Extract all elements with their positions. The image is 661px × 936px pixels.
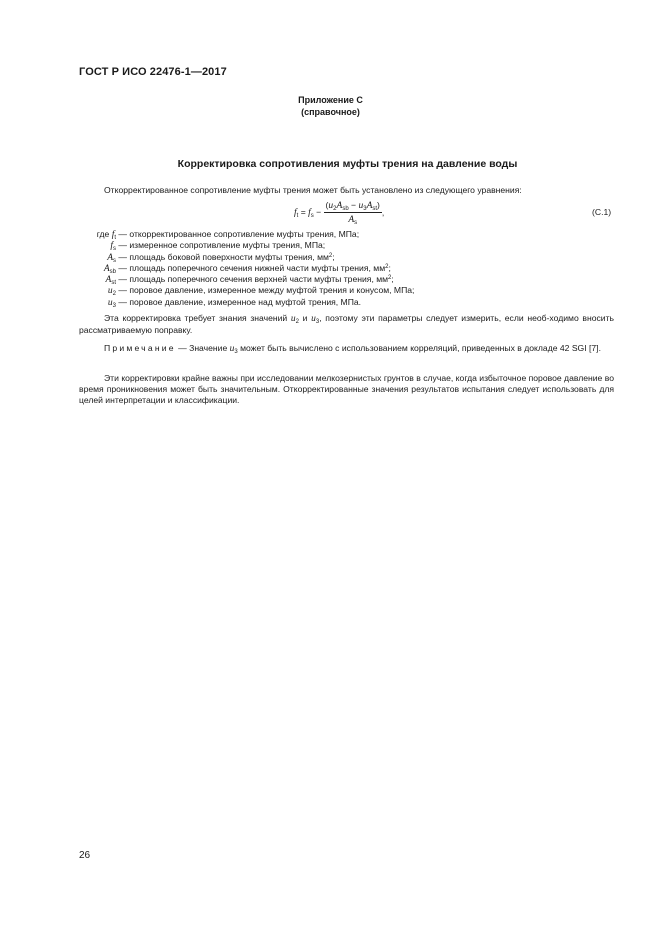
formula-symbol: u [328,201,334,211]
intro-paragraph: Откорректированное сопротивление муфты трения может быть установлено из следующего уравнения: [104,185,522,195]
note-label: Примечание [104,343,176,353]
definition-row: $A_{st}$ — площадь поперечного сечения верхней части муфты трения, $мм^2$; [79,274,619,285]
formula-operator: − [348,200,359,210]
definition-text: поровое давление, измеренное над муфтой трения, МПа. [129,296,362,307]
formula-subscript: t [296,213,299,219]
formula-paren: ) [377,200,380,210]
formula-c1 [294,200,384,225]
formula-subscript: s [310,213,314,219]
definition-text: площадь боковой поверхности муфты трения, мм [129,251,329,262]
inline-symbol: u [290,314,296,324]
definition-row: где $f_t$ — откорректированное сопротивление муфты трения, МПа; [79,229,619,240]
formula-fraction [324,200,385,226]
formula-symbol: A [348,215,355,225]
inline-symbol: u [311,314,316,324]
definition-symbol: $u_2$ [107,286,116,298]
definition-text: измеренное сопротивление муфты трения, МПа; [129,240,326,251]
appendix-kind: (справочное) [301,107,360,117]
definition-row: $u_3$ — поровое давление, измеренное над муфтой трения, МПа. [79,297,619,308]
formula-subscript: sb [342,206,349,212]
definition-symbol: $A_s$ [107,252,116,264]
formula-symbol: A [366,201,373,211]
definition-row: $f_s$ — измеренное сопротивление муфты трения, МПа; [79,240,619,251]
formula-subscript: st [372,206,378,212]
formula-paren: ( [325,200,329,210]
section-title: Корректировка сопротивления муфты трения на давление воды [177,158,518,170]
definition-text: поровое давление, измеренное между муфтой трения и конусом, МПа; [129,285,415,296]
formula-symbol: f [294,208,297,218]
formula-symbol: A [336,201,343,211]
closing-paragraph: Эти корректировки крайне важны при исследовании мелкозернистых грунтов в случае, когда избыточное поровое давление во время проникновения может быть значительным. Откорректированные значения результатов испытания следует использовать для целей интерпретации и классификации. [79,373,614,406]
page-number: 26 [79,850,91,861]
correction-paragraph: Эта корректировка требует знания значений $u_2$ и $u_3$, поэтому эти параметры следует измерить, если необ-ходимо вносить рассматриваемую поправку. [79,313,614,336]
definition-symbol: $A_{sb}$ [103,263,116,275]
definition-symbol: $A_{st}$ [105,275,116,287]
definition-row: $A_{sb}$ — площадь поперечного сечения нижней части муфты трения, $мм^2$; [79,263,619,274]
formula-symbol: f [308,208,311,218]
formula-number: (С.1) [592,207,612,217]
formula-operator: − [313,207,324,217]
formula-subscript: 3 [363,206,367,212]
definition-text: площадь поперечного сечения нижней части муфты трения, мм [129,262,386,273]
definitions-list [79,229,619,308]
inline-symbol: u [229,344,235,354]
formula-subscript: 2 [333,206,337,212]
formula-symbol: u [358,201,364,211]
document-header: ГОСТ Р ИСО 22476-1—2017 [79,66,227,78]
note-paragraph: Примечание — Значение $u_3$ может быть вычислено с использованием корреляций, приведенных в докладе 42 SGI [7]. [104,343,601,355]
definition-text: площадь поперечного сечения верхней части муфты трения, мм [129,274,389,285]
appendix-label: Приложение С [298,95,363,105]
formula-denominator [324,213,382,225]
definition-row: $u_2$ — поровое давление, измеренное между муфтой трения и конусом, МПа; [79,285,619,296]
formula-subscript: s [354,220,358,226]
definition-symbol: где $f_t$ [96,229,116,241]
definition-row: $A_s$ — площадь боковой поверхности муфты трения, $мм^2$; [79,252,619,263]
definition-text: откорректированное сопротивление муфты трения, МПа; [129,229,360,239]
formula-operator: = [298,207,309,217]
formula-numerator [324,200,382,213]
definition-symbol: $f_s$ [110,241,116,253]
formula-comma: , [381,207,385,218]
where-label: где [96,229,110,239]
definition-symbol: $u_3$ [107,297,116,309]
